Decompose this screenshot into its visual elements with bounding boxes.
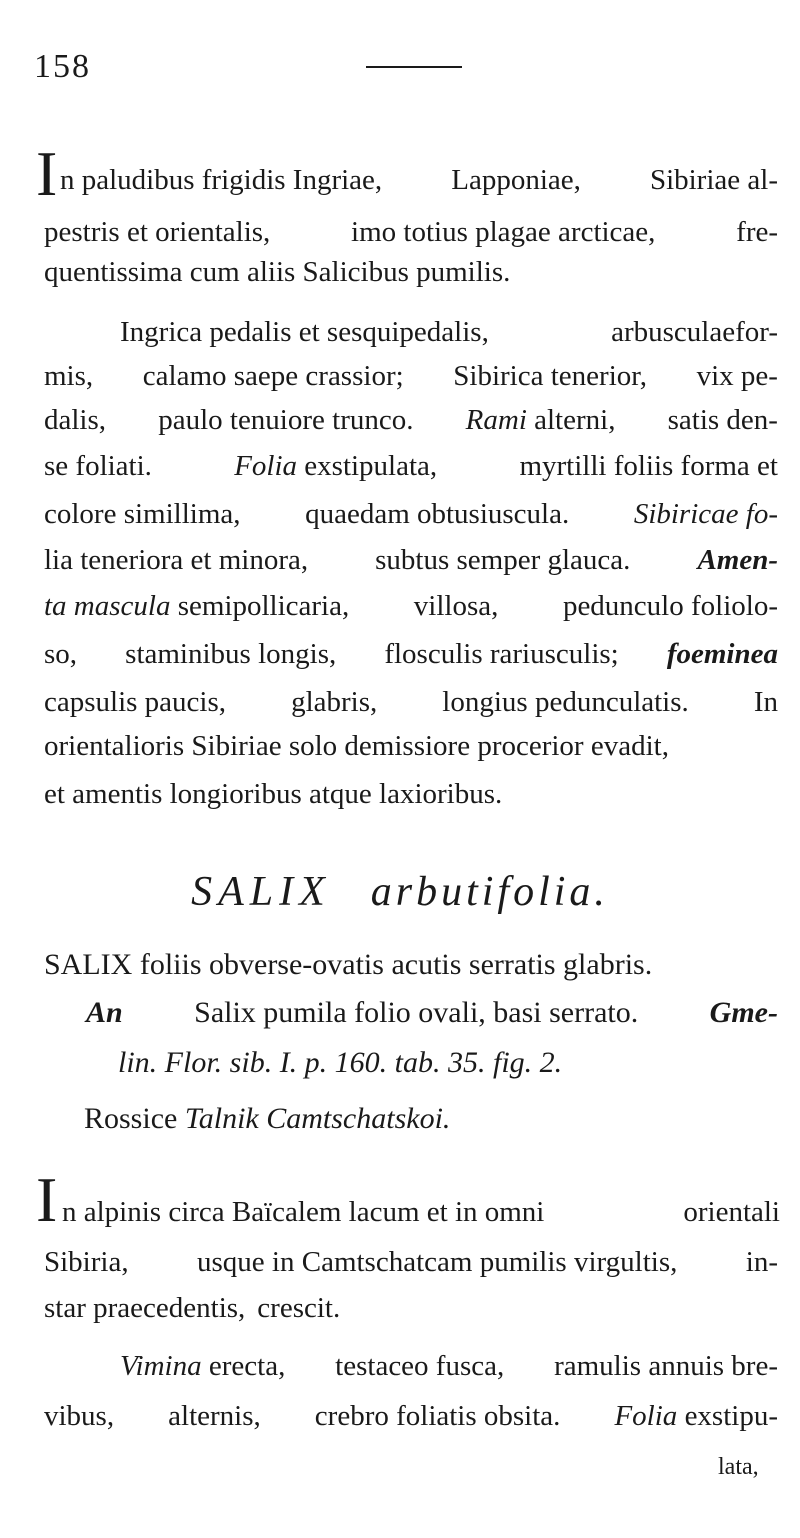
text-line: capsulis paucis, glabris, longius pedunculatis. In <box>44 686 778 718</box>
text-line: n alpinis circa Baïcalem lacum et in omni orientali <box>62 1196 780 1228</box>
text-line: star praecedentis, crescit. <box>44 1292 341 1324</box>
page-number: 158 <box>34 48 91 85</box>
text-line: lia teneriora et minora, subtus semper glauca. Amen- <box>44 544 778 576</box>
text-line: vibus, alternis, crebro foliatis obsita. Folia exstipu- <box>44 1400 778 1432</box>
text-line: dalis, paulo tenuiore trunco. Rami alterni, satis den- <box>44 404 778 436</box>
text-line: so, staminibus longis, flosculis rariusculis; foeminea <box>44 638 778 670</box>
text-line: orientalioris Sibiriae solo demissiore procerior evadit, <box>44 730 669 762</box>
diagnosis-line: SALIX foliis obverse-ovatis acutis serratis glabris. <box>44 948 653 981</box>
drop-cap: I <box>36 1164 58 1235</box>
drop-cap: I <box>36 138 58 209</box>
text-line: n paludibus frigidis Ingriae, Lapponiae, Sibiriae al- <box>60 164 778 196</box>
text-line: quentissima cum aliis Salicibus pumilis. <box>44 256 511 288</box>
text-line: Vimina erecta, testaceo fusca, ramulis annuis bre- <box>120 1350 778 1382</box>
text-line: mis, calamo saepe crassior; Sibirica tenerior, vix pe- <box>44 360 778 392</box>
text-line: colore simillima, quaedam obtusiuscula. Sibiricae fo- <box>44 498 778 530</box>
text-line: pestris et orientalis, imo totius plagae arcticae, fre- <box>44 216 778 248</box>
text-line: se foliati. Folia exstipulata, myrtilli foliis forma et <box>44 450 778 482</box>
species-heading <box>0 862 800 922</box>
synonym-reference: lin. Flor. sib. I. p. 160. tab. 35. fig. 2. <box>118 1046 563 1079</box>
text-line: et amentis longioribus atque laxioribus. <box>44 778 503 810</box>
text-line: Sibiria, usque in Camtschatcam pumilis virgultis, in- <box>44 1246 778 1278</box>
genus-name: SALIX <box>191 869 331 915</box>
catchword: lata, <box>718 1454 759 1480</box>
vernacular-name: Rossice Talnik Camtschatskoi. <box>84 1102 451 1135</box>
text-line: Ingrica pedalis et sesquipedalis, arbusculaefor- <box>120 316 778 348</box>
synonym-gmelin: An Salix pumila folio ovali, basi serrato. Gme- <box>86 996 778 1029</box>
text-line: ta mascula semipollicaria, villosa, pedunculo foliolo- <box>44 590 778 622</box>
header-rule <box>366 66 462 68</box>
species-epithet: arbutifolia. <box>370 869 609 915</box>
